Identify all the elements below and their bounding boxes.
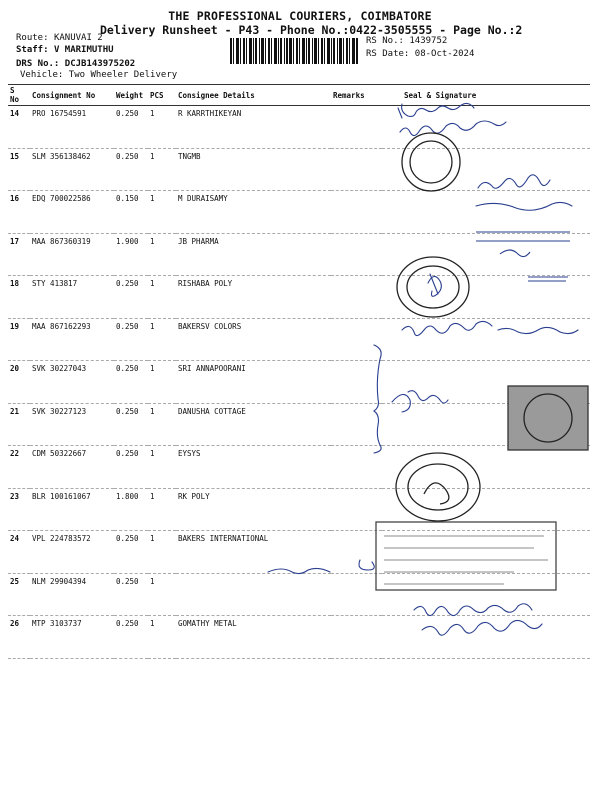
cell-consignment-no: BLR 100161067 bbox=[30, 488, 114, 531]
cell-remarks bbox=[331, 403, 382, 446]
cell-seal bbox=[382, 106, 590, 149]
table-row bbox=[8, 318, 590, 361]
cell-seal bbox=[382, 573, 590, 616]
cell-sno: 24 bbox=[8, 531, 30, 574]
cell-consignment-no: SLM 356138462 bbox=[30, 148, 114, 191]
cell-seal bbox=[382, 488, 590, 531]
cell-pcs: 1 bbox=[148, 403, 176, 446]
cell-seal bbox=[382, 233, 590, 276]
vehicle-label: Vehicle: bbox=[20, 70, 64, 80]
rs-date-label: RS Date: bbox=[366, 49, 410, 59]
cell-seal bbox=[382, 616, 590, 659]
cell-remarks bbox=[331, 446, 382, 489]
col-weight-header: Weight bbox=[114, 85, 148, 106]
cell-consignee: RK POLY bbox=[176, 488, 331, 531]
cell-pcs: 1 bbox=[148, 361, 176, 404]
cell-remarks bbox=[331, 488, 382, 531]
cell-pcs: 1 bbox=[148, 148, 176, 191]
cell-weight: 0.250 bbox=[114, 148, 148, 191]
cell-seal bbox=[382, 531, 590, 574]
cell-consignment-no: EDQ 700022586 bbox=[30, 191, 114, 234]
company-title: THE PROFESSIONAL COURIERS, COIMBATORE bbox=[168, 9, 432, 23]
table-row bbox=[8, 616, 590, 659]
cell-consignee: TNGMB bbox=[176, 148, 331, 191]
table-row bbox=[8, 191, 590, 234]
cell-pcs: 1 bbox=[148, 573, 176, 616]
cell-consignee: SRI ANNAPOORANI bbox=[176, 361, 331, 404]
table-row bbox=[8, 573, 590, 616]
table-row bbox=[8, 233, 590, 276]
cell-weight: 0.150 bbox=[114, 191, 148, 234]
runsheet-table bbox=[8, 84, 590, 659]
cell-weight: 0.250 bbox=[114, 531, 148, 574]
cell-consignment-no: CDM 50322667 bbox=[30, 446, 114, 489]
table-row bbox=[8, 148, 590, 191]
cell-consignment-no: PRO 16754591 bbox=[30, 106, 114, 149]
cell-consignee: RISHABA POLY bbox=[176, 276, 331, 319]
cell-remarks bbox=[331, 318, 382, 361]
cell-weight: 0.250 bbox=[114, 616, 148, 659]
cell-seal bbox=[382, 403, 590, 446]
cell-sno: 18 bbox=[8, 276, 30, 319]
cell-consignment-no: MAA 867162293 bbox=[30, 318, 114, 361]
cell-consignment-no: MTP 3103737 bbox=[30, 616, 114, 659]
cell-consignment-no: NLM 29904394 bbox=[30, 573, 114, 616]
vehicle-value: Two Wheeler Delivery bbox=[68, 70, 178, 80]
cell-weight: 1.800 bbox=[114, 488, 148, 531]
drs-value: DCJB143975202 bbox=[64, 59, 136, 69]
staff-label: Staff: bbox=[16, 45, 49, 55]
cell-weight: 0.250 bbox=[114, 276, 148, 319]
cell-weight: 1.900 bbox=[114, 233, 148, 276]
cell-consignee: JB PHARMA bbox=[176, 233, 331, 276]
staff-value: V MARIMUTHU bbox=[53, 45, 114, 55]
table-row bbox=[8, 361, 590, 404]
cell-consignee: M DURAISAMY bbox=[176, 191, 331, 234]
cell-sno: 21 bbox=[8, 403, 30, 446]
cell-seal bbox=[382, 361, 590, 404]
cell-consignee: GOMATHY METAL bbox=[176, 616, 331, 659]
col-consignee-header: Consignee Details bbox=[176, 85, 331, 106]
table-header-row bbox=[8, 85, 590, 106]
cell-sno: 15 bbox=[8, 148, 30, 191]
cell-consignment-no: VPL 224783572 bbox=[30, 531, 114, 574]
cell-remarks bbox=[331, 148, 382, 191]
cell-sno: 19 bbox=[8, 318, 30, 361]
cell-seal bbox=[382, 276, 590, 319]
cell-seal bbox=[382, 191, 590, 234]
table-row bbox=[8, 488, 590, 531]
route-label: Route: bbox=[16, 33, 49, 43]
rs-no-line bbox=[366, 36, 447, 46]
drs-label: DRS No.: bbox=[16, 59, 60, 69]
cell-sno: 25 bbox=[8, 573, 30, 616]
route-value: KANUVAI 2 bbox=[53, 33, 103, 43]
cell-consignee: BAKERS INTERNATIONAL bbox=[176, 531, 331, 574]
cell-consignee: EYSYS bbox=[176, 446, 331, 489]
cell-pcs: 1 bbox=[148, 616, 176, 659]
table-row bbox=[8, 106, 590, 149]
cell-consignment-no: SVK 30227123 bbox=[30, 403, 114, 446]
rs-date-value: 08-Oct-2024 bbox=[414, 49, 475, 59]
cell-remarks bbox=[331, 233, 382, 276]
table-row bbox=[8, 446, 590, 489]
cell-pcs: 1 bbox=[148, 531, 176, 574]
cell-remarks bbox=[331, 106, 382, 149]
rs-date-line bbox=[366, 49, 474, 59]
table-row bbox=[8, 403, 590, 446]
cell-remarks bbox=[331, 616, 382, 659]
rs-no-value: 1439752 bbox=[409, 36, 448, 46]
cell-sno: 17 bbox=[8, 233, 30, 276]
cell-consignment-no: MAA 867360319 bbox=[30, 233, 114, 276]
cell-sno: 23 bbox=[8, 488, 30, 531]
cell-remarks bbox=[331, 191, 382, 234]
cell-weight: 0.250 bbox=[114, 446, 148, 489]
table-row bbox=[8, 276, 590, 319]
cell-weight: 0.250 bbox=[114, 403, 148, 446]
barcode-image bbox=[230, 38, 358, 64]
cell-pcs: 1 bbox=[148, 233, 176, 276]
table-row bbox=[8, 531, 590, 574]
cell-weight: 0.250 bbox=[114, 573, 148, 616]
runsheet-title: Delivery Runsheet - P43 - Phone No.:0422-3505555 - Page No.:2 bbox=[100, 23, 523, 37]
cell-consignee: BAKERSV COLORS bbox=[176, 318, 331, 361]
cell-sno: 14 bbox=[8, 106, 30, 149]
cell-consignment-no: STY 413817 bbox=[30, 276, 114, 319]
cell-sno: 26 bbox=[8, 616, 30, 659]
drs-line bbox=[16, 59, 135, 69]
cell-pcs: 1 bbox=[148, 106, 176, 149]
cell-seal bbox=[382, 318, 590, 361]
cell-remarks bbox=[331, 573, 382, 616]
cell-weight: 0.250 bbox=[114, 361, 148, 404]
vehicle-line bbox=[20, 70, 177, 80]
route-line bbox=[16, 33, 103, 43]
cell-weight: 0.250 bbox=[114, 318, 148, 361]
cell-consignee: DANUSHA COTTAGE bbox=[176, 403, 331, 446]
cell-weight: 0.250 bbox=[114, 106, 148, 149]
rs-no-label: RS No.: bbox=[366, 36, 404, 46]
cell-pcs: 1 bbox=[148, 191, 176, 234]
cell-sno: 20 bbox=[8, 361, 30, 404]
cell-remarks bbox=[331, 361, 382, 404]
cell-consignee bbox=[176, 573, 331, 616]
col-consignment-header: Consignment No bbox=[30, 85, 114, 106]
cell-seal bbox=[382, 148, 590, 191]
cell-sno: 16 bbox=[8, 191, 30, 234]
cell-remarks bbox=[331, 531, 382, 574]
staff-line bbox=[16, 45, 114, 55]
cell-pcs: 1 bbox=[148, 488, 176, 531]
cell-seal bbox=[382, 446, 590, 489]
cell-pcs: 1 bbox=[148, 276, 176, 319]
col-remarks-header: Remarks bbox=[331, 85, 382, 106]
cell-pcs: 1 bbox=[148, 446, 176, 489]
col-pcs-header: PCS bbox=[148, 85, 176, 106]
cell-pcs: 1 bbox=[148, 318, 176, 361]
cell-consignee: R KARRTHIKEYAN bbox=[176, 106, 331, 149]
cell-remarks bbox=[331, 276, 382, 319]
cell-sno: 22 bbox=[8, 446, 30, 489]
col-sno-header: S No bbox=[8, 85, 30, 106]
cell-consignment-no: SVK 30227043 bbox=[30, 361, 114, 404]
col-seal-header: Seal & Signature bbox=[382, 85, 590, 106]
